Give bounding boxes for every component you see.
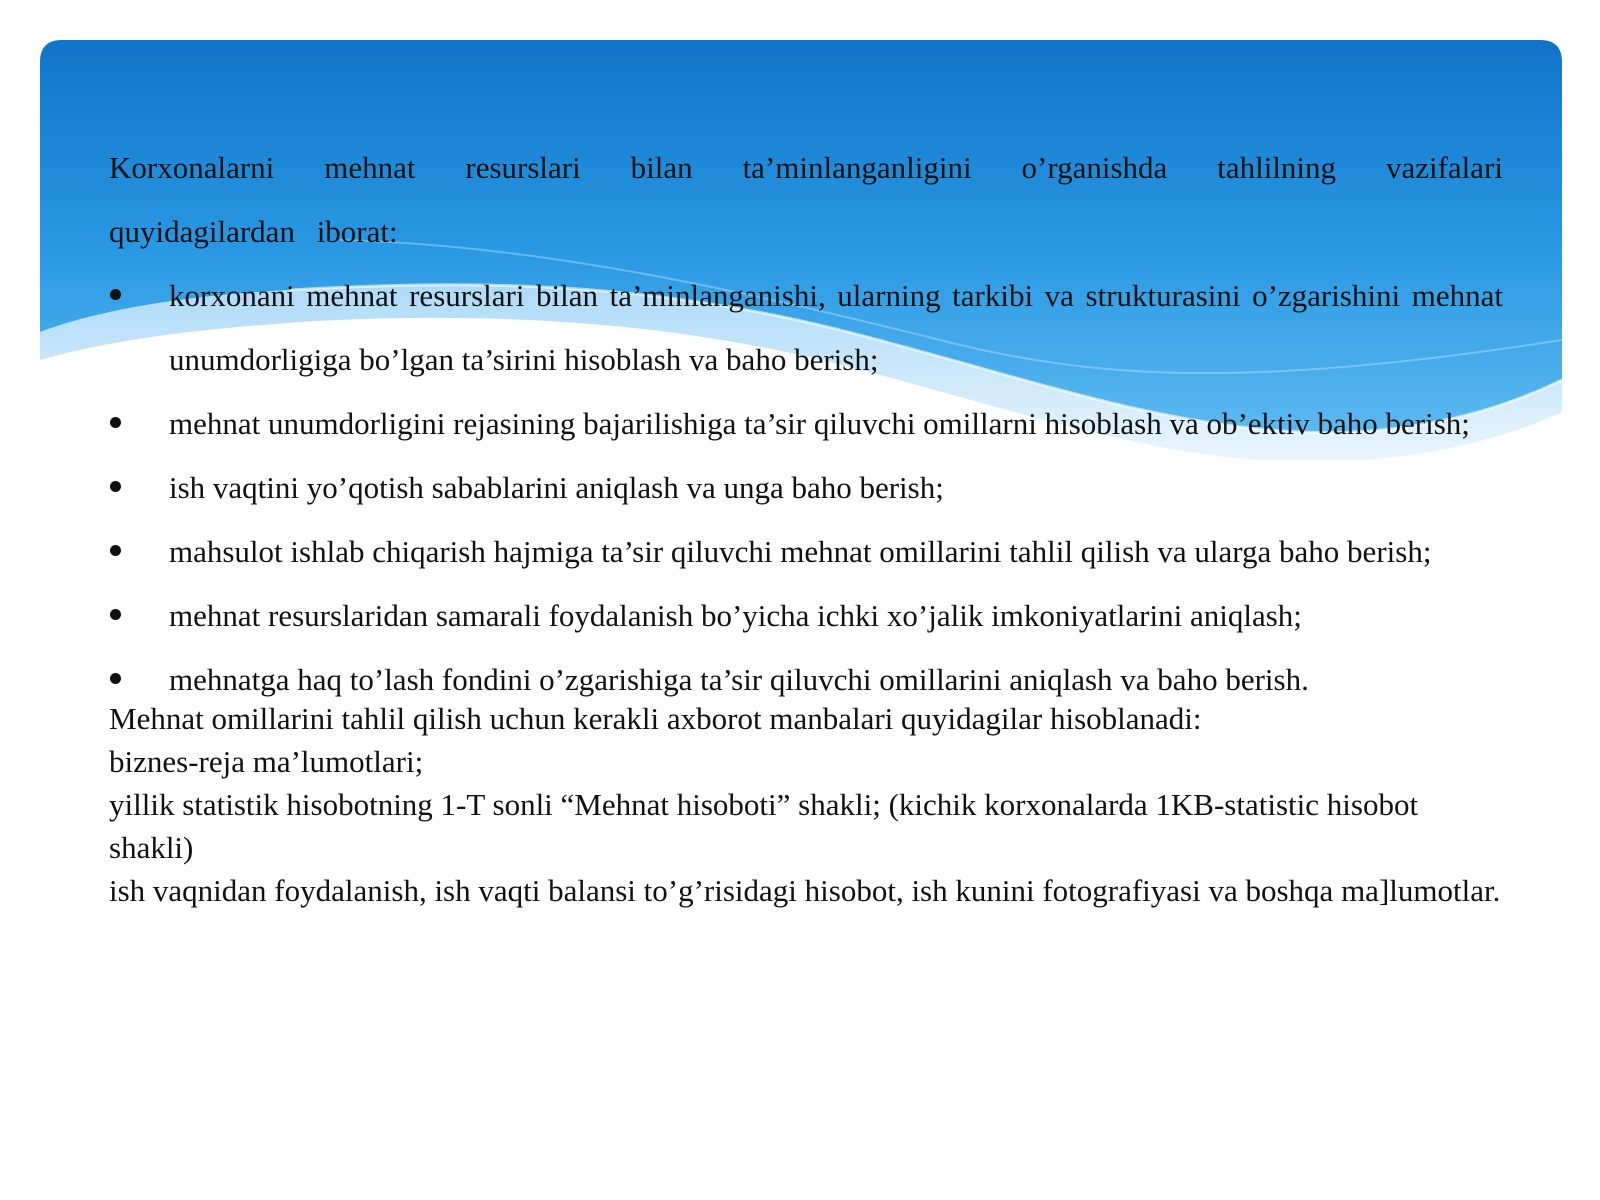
bullet-text: mehnatga haq to’lash fondini o’zgarishiga ta’sir qiluvchi omillarini aniqlash va baho berish. bbox=[169, 662, 1309, 697]
bullet-dot-icon bbox=[110, 417, 121, 428]
tasks-bullet-list bbox=[109, 264, 1503, 712]
bullet-dot-icon bbox=[110, 289, 121, 300]
bullet-item bbox=[109, 264, 1503, 392]
bullet-dot-icon bbox=[110, 609, 121, 620]
bullet-item bbox=[109, 520, 1503, 584]
bullet-dot-icon bbox=[110, 545, 121, 556]
bullet-item bbox=[109, 648, 1503, 712]
source-item: ish vaqnidan foydalanish, ish vaqti balansi to’g’risidagi hisobot, ish kunini fotografiyasi va boshqa ma]lumotlar. bbox=[109, 873, 1501, 908]
bullet-item bbox=[109, 392, 1503, 456]
source-item: yillik statistik hisobotning 1-T sonli “Mehnat hisoboti” shakli; (kichik korxonalarda 1KB-statistic hisobot shakli) bbox=[109, 787, 1419, 865]
bullet-text: mehnat resurslaridan samarali foydalanish bo’yicha ichki xo’jalik imkoniyatlarini aniqlash; bbox=[169, 598, 1302, 633]
bullet-dot-icon bbox=[110, 481, 121, 492]
slide-content bbox=[109, 136, 1503, 912]
bullet-item bbox=[109, 456, 1503, 520]
bullet-text: mahsulot ishlab chiqarish hajmiga ta’sir qiluvchi mehnat omillarini tahlil qilish va ularga baho berish; bbox=[169, 534, 1432, 569]
bullet-text: korxonani mehnat resurslari bilan ta’minlanganishi, ularning tarkibi va strukturasini o’zgarishini mehnat unumdorligiga bo’lgan ta’sirini hisoblash va baho berish; bbox=[169, 278, 1503, 377]
bullet-text: mehnat unumdorligini rejasining bajarilishiga ta’sir qiluvchi omillarni hisoblash va ob’ektiv baho berish; bbox=[169, 406, 1470, 441]
bullet-dot-icon bbox=[110, 673, 121, 684]
sources-block bbox=[109, 697, 1503, 912]
sources-heading: Mehnat omillarini tahlil qilish uchun kerakli axborot manbalari quyidagilar hisoblanadi: bbox=[109, 701, 1202, 736]
bullet-text: ish vaqtini yo’qotish sabablarini aniqlash va unga baho berish; bbox=[169, 470, 944, 505]
source-item: biznes-reja ma’lumotlari; bbox=[109, 744, 424, 779]
intro-paragraph: Korxonalarni mehnat resurslari bilan ta’minlanganligini o’rganishda tahlilning vazifalari quyidagilardan iborat: bbox=[109, 150, 1503, 249]
bullet-item bbox=[109, 584, 1503, 648]
